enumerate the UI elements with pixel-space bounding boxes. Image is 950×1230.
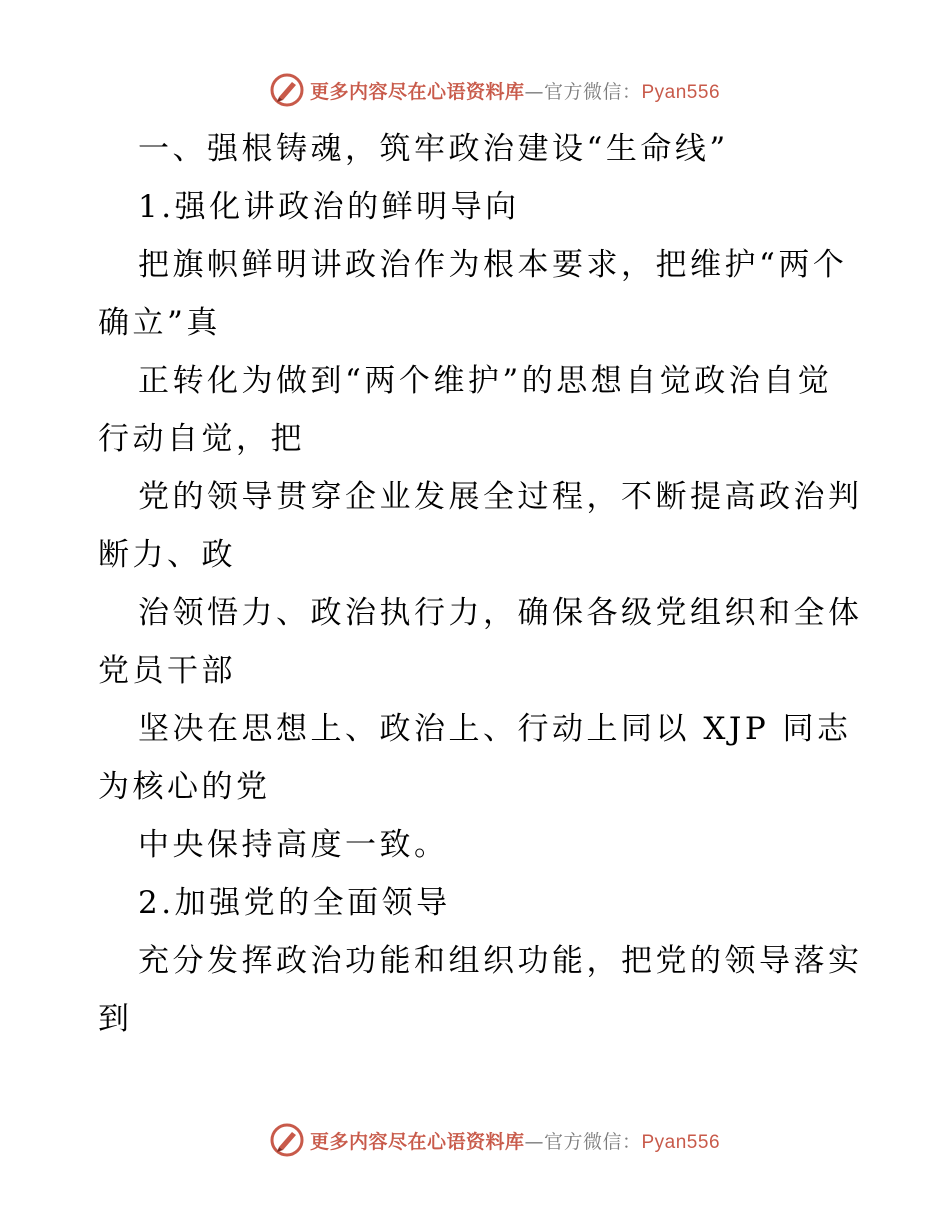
body-line: 2.加强党的全面领导 [138,885,451,921]
watermark-account: Pyan556 [641,1131,721,1153]
body-line: 到 [98,1001,133,1037]
footer-watermark [0,1120,950,1160]
header-watermark [0,70,950,110]
body-line: 党的领导贯穿企业发展全过程，不断提高政治判 [138,479,863,515]
watermark-site-text: 更多内容尽在心语资料库 [309,1130,525,1153]
pen-logo-icon [270,73,304,107]
header-watermark-inner [270,73,720,107]
body-line: 治领悟力、政治执行力，确保各级党组织和全体 [138,595,863,631]
body-line: 充分发挥政治功能和组织功能，把党的领导落实 [138,943,863,979]
body-line: 坚决在思想上、政治上、行动上同以 XJP 同志 [138,711,852,747]
body-line: 党员干部 [98,653,236,689]
body-line: 一、强根铸魂，筑牢政治建设“生命线” [138,131,729,167]
watermark-dash: — [524,80,544,103]
body-line: 确立”真 [98,305,221,341]
body-line: 中央保持高度一致。 [138,827,449,863]
body-line: 把旗帜鲜明讲政治作为根本要求，把维护“两个 [138,247,848,283]
document-body [98,120,863,1048]
footer-watermark-inner [270,1123,720,1157]
body-line: 断力、政 [98,537,236,573]
header-watermark-text [310,77,720,104]
watermark-dash: — [524,1130,544,1153]
watermark-label: 官方微信： [543,80,642,103]
pen-logo-icon [270,1123,304,1157]
watermark-label: 官方微信： [543,1130,642,1153]
body-line: 1.强化讲政治的鲜明导向 [138,189,520,225]
body-line: 正转化为做到“两个维护”的思想自觉政治自觉 [138,363,833,399]
body-line: 行动自觉，把 [98,421,305,457]
body-line: 为核心的党 [98,769,271,805]
footer-watermark-text [310,1127,720,1154]
watermark-site-text: 更多内容尽在心语资料库 [309,80,525,103]
watermark-account: Pyan556 [641,81,721,103]
